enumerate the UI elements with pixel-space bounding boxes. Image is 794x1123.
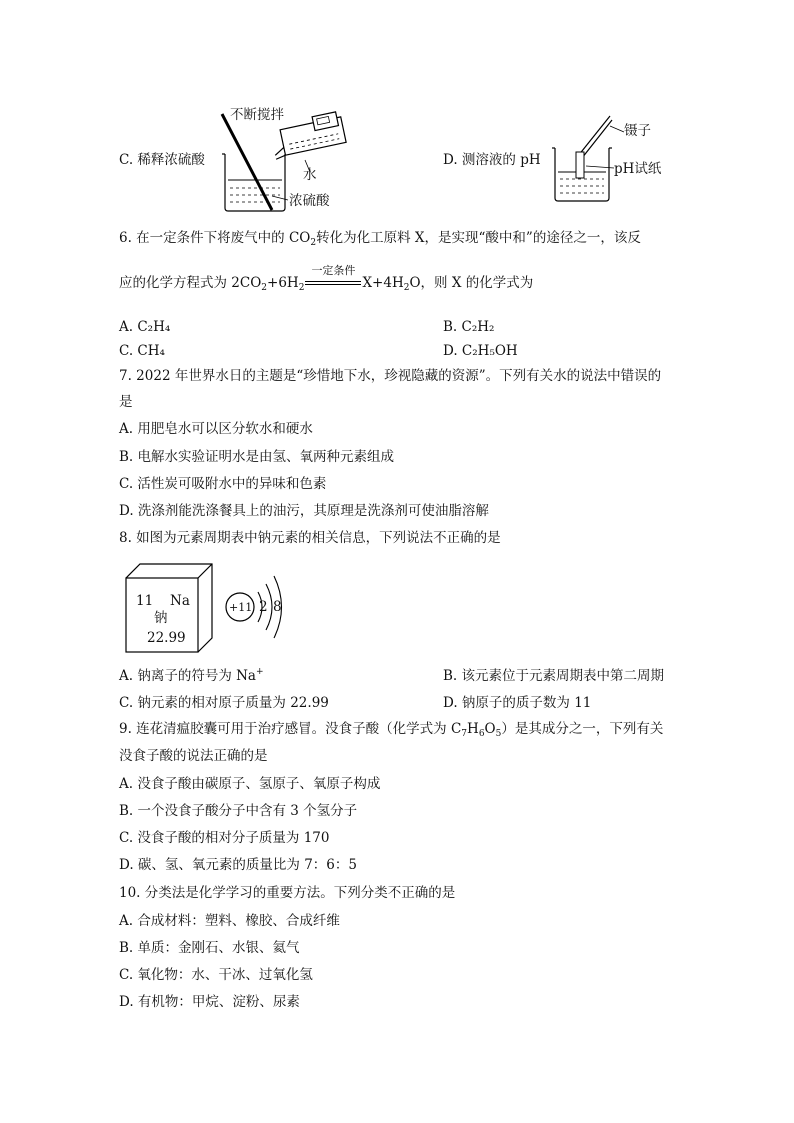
q9-stem-line1: 9. 连花清瘟胶囊可用于治疗感冒。没食子酸（化学式为 $C_7H_6O_5$）是其成分之一，下列有关 xyxy=(119,721,664,739)
q10-option-d: D. 有机物：甲烷、淀粉、尿素 xyxy=(119,994,300,1010)
q7-stem-line1: 7. 2022 年世界水日的主题是“珍惜地下水，珍视隐藏的资源”。下列有关水的说法中错误的 xyxy=(119,368,662,384)
water-label: 水 xyxy=(303,167,317,183)
q8-option-b: B. 该元素位于元素周期表中第二周期 xyxy=(443,668,665,684)
reaction-condition-arrow: 一定条件 xyxy=(305,274,361,292)
q10-option-b: B. 单质：金刚石、水银、氦气 xyxy=(119,940,300,956)
nucleus-charge: +11 xyxy=(229,601,253,614)
q5-option-d-label: D. 测溶液的 pH xyxy=(443,152,541,168)
tweezers-label: 镊子 xyxy=(624,123,651,139)
q10-stem: 10. 分类法是化学学习的重要方法。下列分类不正确的是 xyxy=(119,885,456,901)
q9-option-d: D. 碳、氢、氧元素的质量比为 7：6：5 xyxy=(119,857,357,873)
q7-option-c: C. 活性炭可吸附水中的异味和色素 xyxy=(119,476,327,492)
shell-2-electrons: 8 xyxy=(273,599,282,615)
element-mass: 22.99 xyxy=(147,630,186,646)
element-number: 11 xyxy=(136,593,154,609)
q6-option-c: C. CH₄ xyxy=(119,343,165,359)
q6-stem-line1: 6. 在一定条件下将废气中的 $CO_2$转化为化工原料 X，是实现“酸中和”的途径之一，该反 xyxy=(119,230,641,248)
stir-label: 不断搅拌 xyxy=(230,107,284,123)
ph-paper-label: pH试纸 xyxy=(614,161,662,177)
q9-stem-line2: 没食子酸的说法正确的是 xyxy=(119,748,268,764)
q7-option-b: B. 电解水实验证明水是由氢、氧两种元素组成 xyxy=(119,449,395,465)
q8-option-a: A. 钠离子的符号为 Na+ xyxy=(119,667,264,684)
element-symbol: Na xyxy=(170,593,190,609)
q6-option-d: D. C₂H₅OH xyxy=(443,343,518,359)
q6-option-b: B. C₂H₂ xyxy=(443,319,495,335)
q9-option-a: A. 没食子酸由碳原子、氢原子、氧原子构成 xyxy=(119,776,381,792)
acid-label: 浓硫酸 xyxy=(289,193,330,209)
q10-option-c: C. 氧化物：水、干冰、过氧化氢 xyxy=(119,967,313,983)
q8-option-d: D. 钠原子的质子数为 11 xyxy=(443,695,592,711)
q8-option-c: C. 钠元素的相对原子质量为 22.99 xyxy=(119,695,329,711)
q6-option-a: A. C₂H₄ xyxy=(119,319,171,335)
q7-option-a: A. 用肥皂水可以区分软水和硬水 xyxy=(119,421,313,437)
q6-equation-line: 应的化学方程式为 $2CO_2+6H_2$ 一定条件 $X+4H_2O$，则 X 的化学式为 xyxy=(119,264,534,293)
q9-option-b: B. 一个没食子酸分子中含有 3 个氢分子 xyxy=(119,803,358,819)
q9-option-c: C. 没食子酸的相对分子质量为 170 xyxy=(119,830,330,846)
element-name: 钠 xyxy=(154,610,168,626)
q5-option-c-label: C. 稀释浓硫酸 xyxy=(119,152,205,168)
q8-stem: 8. 如图为元素周期表中钠元素的相关信息，下列说法不正确的是 xyxy=(119,530,501,546)
shell-1-electrons: 2 xyxy=(259,599,268,615)
q7-option-d: D. 洗涤剂能洗涤餐具上的油污，其原理是洗涤剂可使油脂溶解 xyxy=(119,503,489,519)
q10-option-a: A. 合成材料：塑料、橡胶、合成纤维 xyxy=(119,913,340,929)
q7-stem-line2: 是 xyxy=(119,394,133,410)
